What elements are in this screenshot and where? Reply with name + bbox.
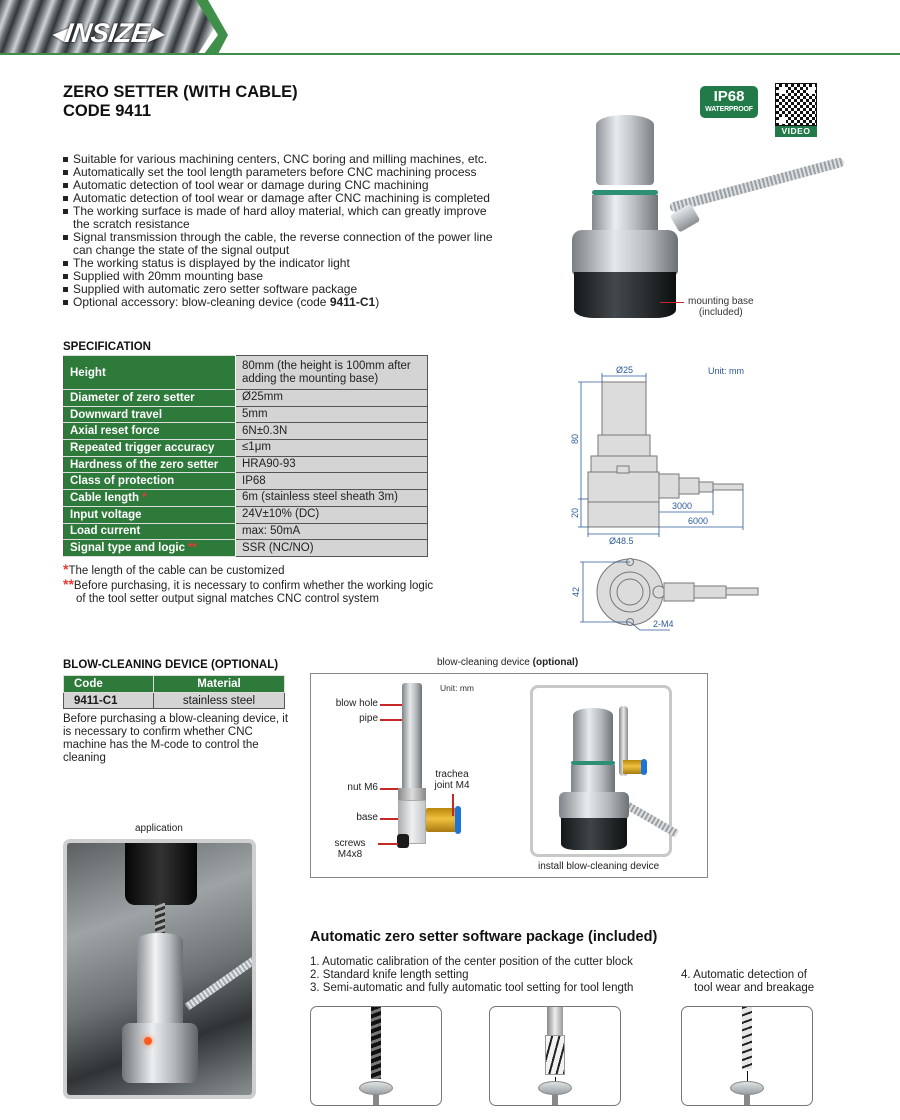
- label-trachea-joint: trachea joint M4: [434, 769, 470, 791]
- drawing-plan-cable: [726, 588, 758, 595]
- feature-item: Suitable for various machining centers, CNC boring and milling machines, etc.: [62, 153, 502, 166]
- software-feature-list: [310, 956, 633, 995]
- sensor-stem: [552, 1095, 558, 1105]
- dim-head-diameter: Ø25: [616, 365, 634, 375]
- application-setter-head: [137, 933, 183, 1028]
- blow-pipe: [402, 683, 422, 791]
- setter-neck: [592, 195, 658, 235]
- sensor-stem: [373, 1095, 379, 1105]
- drawing-plan-top: [617, 579, 643, 605]
- feature-item: Automatic detection of tool wear or damage after CNC machining is completed: [62, 192, 502, 205]
- blow-joint-cap: [455, 806, 461, 834]
- feature-item: Optional accessory: blow-cleaning device (code 9411-C1): [62, 296, 502, 309]
- drawing-plan-lug: [653, 586, 665, 598]
- leader-trachea: [452, 794, 454, 816]
- software-heading: Automatic zero setter software package (included): [310, 929, 658, 945]
- feature-item: Supplied with automatic zero setter software package: [62, 283, 502, 296]
- setter-head: [596, 115, 654, 185]
- spec-value: IP68: [236, 473, 428, 490]
- spec-key: Hardness of the zero setter: [64, 456, 236, 473]
- drawing-base: [588, 502, 659, 527]
- install-setter-neck: [571, 765, 615, 795]
- mounting-base: [574, 272, 676, 318]
- illustration-length-setting: [489, 1006, 621, 1106]
- feature-item: Automatically set the tool length parameters before CNC machining process: [62, 166, 502, 179]
- leader-pipe: [380, 719, 402, 721]
- drawing-plan-sheath: [694, 586, 726, 598]
- leader-screws: [378, 843, 398, 845]
- light-drill-icon: [742, 1007, 752, 1069]
- leader-nut: [380, 788, 398, 790]
- end-mill-icon: [545, 1035, 565, 1075]
- illustration-wear-detection: [681, 1006, 813, 1106]
- product-title: [63, 83, 298, 121]
- install-joint: [623, 760, 643, 774]
- drawing-unit: Unit: mm: [708, 366, 744, 376]
- blow-figure-caption: blow-cleaning device (optional): [437, 657, 579, 668]
- spec-table: [63, 355, 428, 557]
- install-photo: [530, 685, 672, 857]
- application-setter-body: [122, 1023, 198, 1083]
- spec-value: max: 50mA: [236, 523, 428, 540]
- cell-material: stainless steel: [154, 693, 285, 709]
- spec-key: Cable length *: [64, 490, 236, 507]
- spec-key: Downward travel: [64, 406, 236, 423]
- spec-row: [64, 456, 428, 473]
- spec-key: Class of protection: [64, 473, 236, 490]
- sensor-disc-icon: [359, 1081, 393, 1095]
- drawing-cable: [713, 484, 743, 490]
- footnote-mark: *: [142, 491, 147, 504]
- feature-item: Signal transmission through the cable, the reverse connection of the power line can change the state of the signal output: [62, 231, 502, 257]
- spec-key: Signal type and logic **: [64, 540, 236, 557]
- header-divider: [0, 53, 900, 55]
- sensor-stem: [744, 1095, 750, 1105]
- spec-value: 24V±10% (DC): [236, 506, 428, 523]
- feature-item: Automatic detection of tool wear or damage during CNC machining: [62, 179, 502, 192]
- dimension-drawing: [560, 362, 800, 637]
- software-item: 3. Semi-automatic and fully automatic tool setting for tool length: [310, 982, 634, 994]
- software-item-4: 4. Automatic detection of tool wear and breakage: [681, 969, 815, 994]
- product-code: CODE 9411: [63, 102, 152, 120]
- drawing-nut: [679, 478, 699, 494]
- video-qr-code[interactable]: VIDEO: [775, 83, 817, 137]
- dim-plan-42: 42: [571, 586, 581, 597]
- col-header-code: Code: [64, 676, 154, 693]
- install-setter-head: [573, 708, 613, 763]
- install-setter-body: [559, 792, 629, 820]
- spec-value: SSR (NC/NO): [236, 540, 428, 557]
- drawing-indicator: [617, 466, 629, 473]
- cell-code: 9411-C1: [64, 693, 154, 709]
- footnote-signal: **Before purchasing, it is necessary to confirm whether the working logic: [63, 576, 434, 592]
- dim-holes-2m4: 2-M4: [653, 619, 674, 629]
- spec-row: [64, 490, 428, 507]
- footnote-cable: *The length of the cable can be customized: [63, 561, 285, 577]
- application-cable: [185, 952, 256, 1010]
- spec-value: 6N±0.3N: [236, 423, 428, 440]
- drawing-head: [602, 382, 646, 435]
- dimension-drawing-svg: [560, 362, 800, 637]
- spec-row: [64, 540, 428, 557]
- footnote-mark: **: [188, 542, 197, 555]
- software-item: 1. Automatic calibration of the center position of the cutter block: [310, 956, 633, 968]
- install-base: [561, 818, 627, 850]
- leader-blow-hole: [380, 704, 402, 706]
- spec-value: HRA90-93: [236, 456, 428, 473]
- blow-figure-unit: Unit: mm: [440, 683, 474, 693]
- dim-sheath-3000: 3000: [672, 501, 693, 511]
- cable: [669, 157, 845, 213]
- cutter-shank-icon: [547, 1007, 563, 1037]
- spec-key: Axial reset force: [64, 423, 236, 440]
- blow-cleaning-note: Before purchasing a blow-cleaning device, it is necessary to confirm whether CNC machine has the M-code to control the cleaning: [63, 713, 289, 764]
- label-base: base: [356, 812, 378, 823]
- sensor-disc-icon: [538, 1081, 572, 1095]
- spec-value: 80mm (the height is 100mm after adding the mounting base): [236, 356, 428, 390]
- install-joint-cap: [641, 759, 647, 775]
- col-header-material: Material: [154, 676, 285, 693]
- leader-base: [380, 818, 398, 820]
- spec-footnotes: *The length of the cable can be customized **Before purchasing, it is necessary to confirm whether the working logic of the tool setter output signal matches CNC control system: [63, 561, 434, 605]
- feature-item: Supplied with 20mm mounting base: [62, 270, 502, 283]
- software-item: 2. Standard knife length setting: [310, 969, 469, 981]
- accessory-code: 9411-C1: [329, 295, 376, 309]
- spec-row: [64, 473, 428, 490]
- spec-key: Repeated trigger accuracy: [64, 440, 236, 457]
- label-nut: nut M6: [347, 782, 378, 793]
- spec-value: Ø25mm: [236, 390, 428, 407]
- spec-row: [64, 406, 428, 423]
- brand-logo: ◂INSIZE▸: [49, 18, 165, 48]
- spec-value: 5mm: [236, 406, 428, 423]
- product-photo: [570, 110, 850, 325]
- spec-key: Load current: [64, 523, 236, 540]
- table-row: [64, 693, 285, 709]
- logo-arrow-left-icon: ◂: [49, 18, 68, 48]
- machine-spindle: [125, 843, 197, 905]
- spec-row: [64, 356, 428, 390]
- spec-value: 6m (stainless steel sheath 3m): [236, 490, 428, 507]
- illustration-calibration: [310, 1006, 442, 1106]
- spec-key: Diameter of zero setter: [64, 390, 236, 407]
- application-caption: application: [135, 823, 183, 834]
- mounting-base-callout: mounting base (included): [688, 296, 754, 318]
- header-banner: [0, 0, 900, 56]
- feature-item: The working status is displayed by the indicator light: [62, 257, 502, 270]
- blow-cleaning-heading: BLOW-CLEANING DEVICE (OPTIONAL): [63, 659, 279, 671]
- setter-body: [572, 230, 678, 275]
- dim-height-20: 20: [570, 507, 580, 518]
- feature-item: The working surface is made of hard alloy material, which can greatly improve the scratch resistance: [62, 205, 502, 231]
- drawing-sheath-end: [699, 482, 713, 492]
- callout-line: [660, 302, 684, 303]
- sensor-disc-icon: [730, 1081, 764, 1095]
- product-name: ZERO SETTER (WITH CABLE): [63, 83, 298, 101]
- spec-key: Height: [64, 356, 236, 390]
- install-caption: install blow-cleaning device: [538, 861, 660, 872]
- dark-drill-icon: [371, 1007, 381, 1079]
- install-cable: [623, 801, 679, 838]
- feature-list: [62, 153, 502, 309]
- spec-row: [64, 390, 428, 407]
- drawing-plan-fitting: [664, 583, 694, 601]
- ip68-badge: IP68 WATERPROOF: [700, 86, 758, 118]
- drawing-fitting: [659, 474, 679, 498]
- blow-cleaning-table: [63, 675, 285, 709]
- spec-key: Input voltage: [64, 506, 236, 523]
- drawing-neck: [598, 435, 650, 457]
- spec-row: [64, 506, 428, 523]
- spec-value: ≤1μm: [236, 440, 428, 457]
- label-blow-hole: blow hole: [335, 698, 378, 709]
- spec-row: [64, 423, 428, 440]
- drawing-body: [588, 472, 659, 502]
- dim-cable-6000: 6000: [688, 516, 709, 526]
- spec-row: [64, 440, 428, 457]
- application-photo: [63, 839, 256, 1099]
- logo-arrow-right-icon: ▸: [147, 18, 165, 48]
- label-pipe: pipe: [359, 713, 378, 724]
- dim-height-80: 80: [570, 433, 580, 444]
- spec-row: [64, 523, 428, 540]
- blow-nut: [398, 788, 426, 800]
- dim-base-diameter: Ø48.5: [609, 536, 634, 546]
- indicator-light-icon: [144, 1037, 152, 1045]
- blow-screw: [397, 834, 409, 848]
- label-screws: screws M4x8: [334, 838, 366, 860]
- spec-heading: SPECIFICATION: [63, 341, 151, 353]
